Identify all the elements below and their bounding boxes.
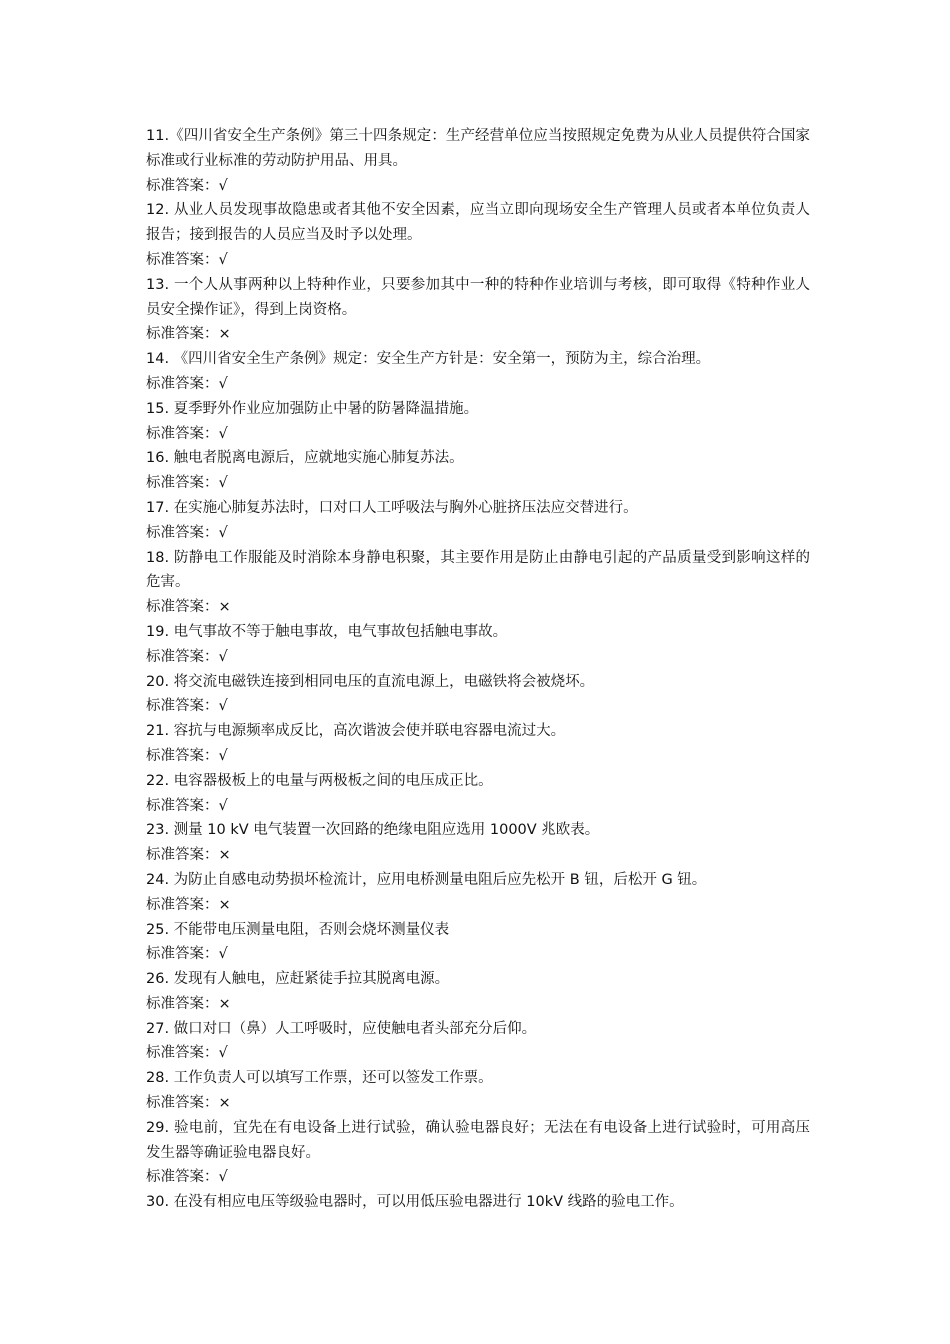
question-text: 18. 防静电工作服能及时消除本身静电积聚，其主要作用是防止由静电引起的产品质量受到影响这样的危害。 [146, 549, 810, 591]
answer-mark: √ [218, 1045, 228, 1062]
answer-line [146, 645, 810, 670]
question-text: 23. 测量 10 kV 电气装置一次回路的绝缘电阻应选用 1000V 兆欧表。 [146, 822, 600, 839]
answer-mark: √ [218, 177, 228, 194]
answer-mark: √ [218, 251, 228, 268]
question-text: 25. 不能带电压测量电阻，否则会烧坏测量仪表 [146, 921, 450, 938]
answer-mark: × [218, 896, 231, 913]
answer-line [146, 595, 810, 620]
answer-label: 标准答案： [146, 648, 219, 665]
answer-line [146, 322, 810, 347]
answer-label: 标准答案： [146, 698, 219, 715]
answer-label: 标准答案： [146, 475, 219, 492]
answer-label: 标准答案： [146, 251, 219, 268]
answer-mark: × [218, 1095, 231, 1112]
answer-label: 标准答案： [146, 995, 219, 1012]
question-text: 11.《四川省安全生产条例》第三十四条规定：生产经营单位应当按照规定免费为从业人员提供符合国家标准或行业标准的劳动防护用品、用具。 [146, 128, 810, 169]
answer-label: 标准答案： [146, 1169, 219, 1186]
answer-label: 标准答案： [146, 524, 219, 541]
answer-line [146, 942, 810, 967]
document-page [146, 124, 810, 1215]
answer-line [146, 744, 810, 769]
answer-label: 标准答案： [146, 326, 219, 343]
question-text: 15. 夏季野外作业应加强防止中暑的防暑降温措施。 [146, 400, 479, 417]
question-text: 24. 为防止自感电动势损坏检流计，应用电桥测量电阻后应先松开 B 钮，后松开 G 钮。 [146, 871, 707, 888]
answer-label: 标准答案： [146, 797, 219, 814]
answer-line [146, 694, 810, 719]
answer-mark: × [218, 326, 231, 343]
answer-label: 标准答案： [146, 425, 219, 442]
answer-label: 标准答案： [146, 946, 219, 963]
answer-label: 标准答案： [146, 896, 219, 913]
answer-line [146, 992, 810, 1017]
answer-line [146, 843, 810, 868]
answer-mark: × [218, 995, 231, 1012]
question-text: 28. 工作负责人可以填写工作票，还可以签发工作票。 [146, 1070, 493, 1087]
answer-mark: √ [218, 475, 228, 492]
question-text: 13. 一个人从事两种以上特种作业，只要参加其中一种的特种作业培训与考核，即可取得《特种作业人员安全操作证》，得到上岗资格。 [146, 276, 810, 318]
answer-line [146, 1091, 810, 1116]
answer-line [146, 794, 810, 819]
question-text: 20. 将交流电磁铁连接到相同电压的直流电源上，电磁铁将会被烧坏。 [146, 673, 595, 690]
question-text: 14. 《四川省安全生产条例》规定：安全生产方针是：安全第一，预防为主，综合治理。 [146, 351, 711, 368]
answer-label: 标准答案： [146, 1045, 219, 1062]
answer-line [146, 521, 810, 546]
answer-mark: × [218, 599, 231, 616]
question-text: 19. 电气事故不等于触电事故，电气事故包括触电事故。 [146, 623, 508, 640]
answer-line [146, 893, 810, 918]
answer-mark: √ [218, 698, 228, 715]
answer-mark: × [218, 847, 231, 864]
answer-mark: √ [218, 425, 228, 442]
answer-mark: √ [218, 747, 228, 764]
answer-mark: √ [218, 375, 228, 392]
question-text: 30. 在没有相应电压等级验电器时，可以用低压验电器进行 10kV 线路的验电工作。 [146, 1194, 684, 1211]
answer-label: 标准答案： [146, 1095, 219, 1112]
question-text: 27. 做口对口（鼻）人工呼吸时，应使触电者头部充分后仰。 [146, 1020, 537, 1037]
answer-label: 标准答案： [146, 747, 219, 764]
answer-label: 标准答案： [146, 847, 219, 864]
answer-label: 标准答案： [146, 375, 219, 392]
answer-line [146, 248, 810, 273]
question-text: 22. 电容器极板上的电量与两极板之间的电压成正比。 [146, 772, 493, 789]
answer-label: 标准答案： [146, 599, 219, 616]
answer-label: 标准答案： [146, 177, 219, 194]
question-text: 17. 在实施心肺复苏法时，口对口人工呼吸法与胸外心脏挤压法应交替进行。 [146, 499, 638, 516]
question-text: 21. 容抗与电源频率成反比，高次谐波会使并联电容器电流过大。 [146, 723, 566, 740]
question-text: 26. 发现有人触电，应赶紧徒手拉其脱离电源。 [146, 971, 450, 988]
answer-line [146, 471, 810, 496]
answer-line [146, 1165, 810, 1190]
answer-line [146, 1041, 810, 1066]
question-text: 16. 触电者脱离电源后，应就地实施心肺复苏法。 [146, 450, 464, 467]
answer-mark: √ [218, 797, 228, 814]
answer-mark: √ [218, 648, 228, 665]
question-text: 12. 从业人员发现事故隐患或者其他不安全因素，应当立即向现场安全生产管理人员或者本单位负责人报告；接到报告的人员应当及时予以处理。 [146, 202, 810, 244]
question-text: 29. 验电前，宜先在有电设备上进行试验，确认验电器良好；无法在有电设备上进行试验时，可用高压发生器等确证验电器良好。 [146, 1119, 810, 1161]
answer-line [146, 174, 810, 199]
answer-mark: √ [218, 1169, 228, 1186]
answer-line [146, 422, 810, 447]
answer-mark: √ [218, 524, 228, 541]
answer-line [146, 372, 810, 397]
answer-mark: √ [218, 946, 228, 963]
